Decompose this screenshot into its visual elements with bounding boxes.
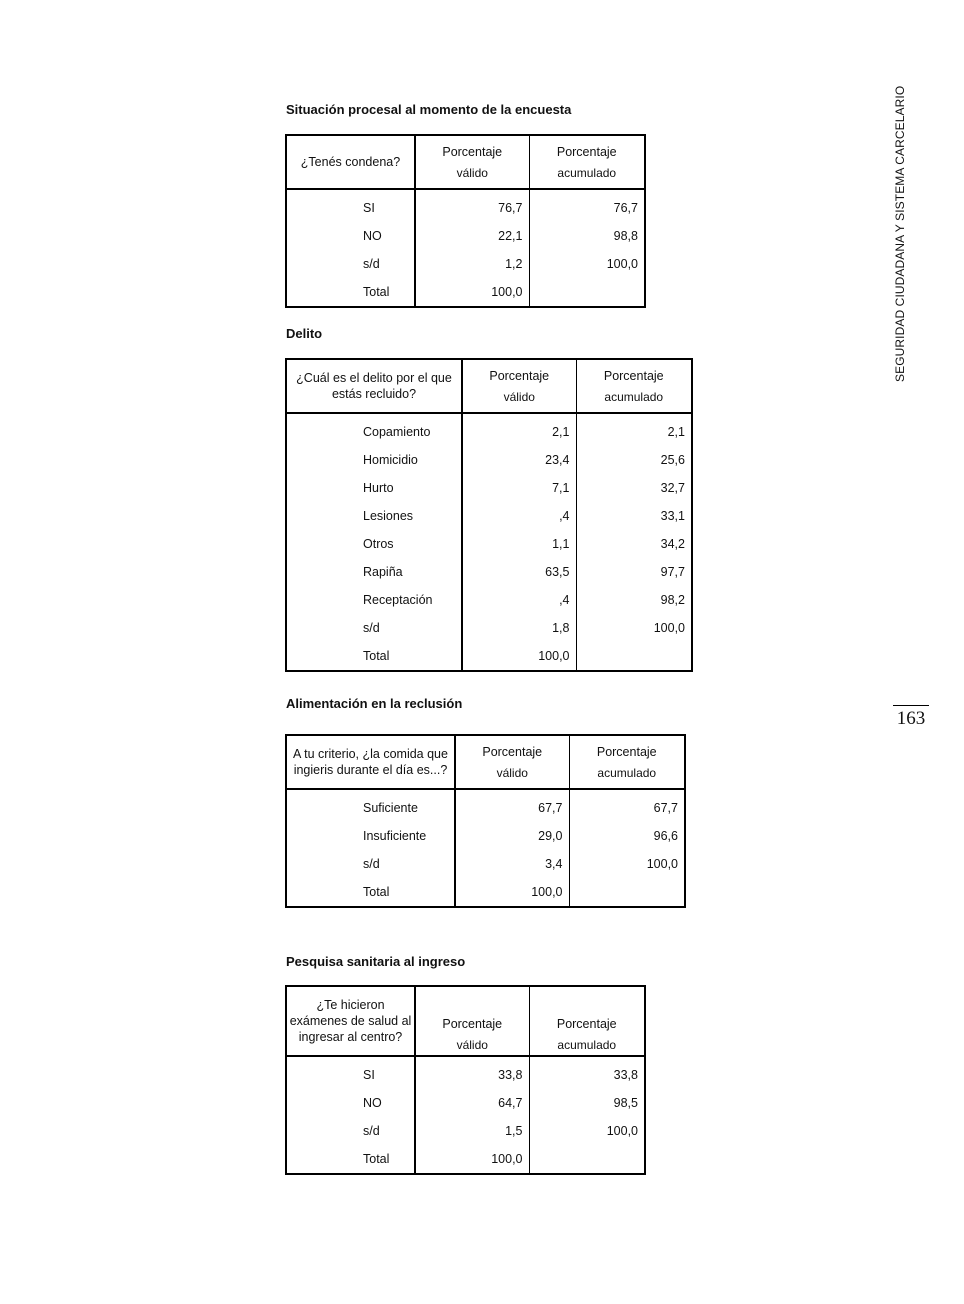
table-row <box>286 558 692 586</box>
row-valid: 100,0 <box>455 878 569 907</box>
row-valid: 33,8 <box>415 1056 529 1089</box>
row-label: NO <box>286 222 415 250</box>
row-valid: ,4 <box>462 586 576 614</box>
col-cum-header-line1: Porcentaje <box>596 745 657 759</box>
col-cum-header-line2: acumulado <box>597 766 657 780</box>
question-header: ¿Cuál es el delito por el que estás recluido? <box>286 359 462 413</box>
table-situacion-procesal <box>285 134 646 308</box>
row-label: Rapiña <box>286 558 462 586</box>
col-valid-header-line2: válido <box>496 766 528 780</box>
table-alimentacion <box>285 734 686 908</box>
row-cum <box>529 278 645 307</box>
table-row <box>286 474 692 502</box>
row-cum: 33,8 <box>529 1056 645 1089</box>
row-label: Hurto <box>286 474 462 502</box>
row-valid: 7,1 <box>462 474 576 502</box>
table-row <box>286 586 692 614</box>
row-valid: 100,0 <box>462 642 576 671</box>
row-cum: 67,7 <box>569 789 685 822</box>
table-row <box>286 822 685 850</box>
row-label: SI <box>286 189 415 222</box>
col-valid-header-line1: Porcentaje <box>442 1017 503 1031</box>
table-title-situacion-procesal: Situación procesal al momento de la encuesta <box>286 102 572 117</box>
row-valid: 1,1 <box>462 530 576 558</box>
row-cum: 100,0 <box>529 250 645 278</box>
row-cum: 25,6 <box>576 446 692 474</box>
row-label: s/d <box>286 850 455 878</box>
table-row <box>286 530 692 558</box>
col-cum-header <box>529 986 645 1056</box>
col-valid-header <box>455 735 569 789</box>
col-valid-header-line2: válido <box>503 390 535 404</box>
table-row <box>286 1089 645 1117</box>
question-header: ¿Tenés condena? <box>286 135 415 189</box>
col-cum-header <box>529 135 645 189</box>
row-cum: 76,7 <box>529 189 645 222</box>
row-valid: 3,4 <box>455 850 569 878</box>
row-cum: 96,6 <box>569 822 685 850</box>
col-cum-header <box>576 359 692 413</box>
row-valid: 1,8 <box>462 614 576 642</box>
row-cum <box>529 1145 645 1174</box>
table-row <box>286 789 685 822</box>
row-valid: 2,1 <box>462 413 576 446</box>
row-valid: 23,4 <box>462 446 576 474</box>
row-label: Total <box>286 642 462 671</box>
row-cum: 2,1 <box>576 413 692 446</box>
table-title-delito: Delito <box>286 326 323 341</box>
col-valid-header <box>415 135 529 189</box>
row-label: Copamiento <box>286 413 462 446</box>
col-valid-header-line1: Porcentaje <box>482 745 543 759</box>
row-label: Homicidio <box>286 446 462 474</box>
table-row <box>286 1056 645 1089</box>
table-row <box>286 614 692 642</box>
row-cum: 34,2 <box>576 530 692 558</box>
question-header: ¿Te hicieron exámenes de salud al ingresar al centro? <box>286 986 415 1056</box>
row-valid: 100,0 <box>415 1145 529 1174</box>
table-title-pesquisa-sanitaria: Pesquisa sanitaria al ingreso <box>286 954 466 969</box>
row-cum: 33,1 <box>576 502 692 530</box>
table-row <box>286 189 645 222</box>
question-header: A tu criterio, ¿la comida que ingieris durante el día es...? <box>286 735 455 789</box>
col-valid-header-line1: Porcentaje <box>489 369 550 383</box>
table-pesquisa-sanitaria <box>285 985 646 1175</box>
col-cum-header <box>569 735 685 789</box>
row-valid: 76,7 <box>415 189 529 222</box>
table-row <box>286 642 692 671</box>
row-valid: 1,2 <box>415 250 529 278</box>
row-label: Total <box>286 278 415 307</box>
table-delito <box>285 358 693 672</box>
row-label: s/d <box>286 1117 415 1145</box>
table-title-alimentacion: Alimentación en la reclusión <box>286 696 463 711</box>
row-cum: 98,8 <box>529 222 645 250</box>
row-label: Suficiente <box>286 789 455 822</box>
col-cum-header-line1: Porcentaje <box>556 1017 617 1031</box>
row-cum: 98,2 <box>576 586 692 614</box>
row-label: Total <box>286 1145 415 1174</box>
row-valid: 29,0 <box>455 822 569 850</box>
col-cum-header-line1: Porcentaje <box>603 369 664 383</box>
row-valid: 64,7 <box>415 1089 529 1117</box>
table-row <box>286 850 685 878</box>
col-valid-header <box>415 986 529 1056</box>
row-label: s/d <box>286 614 462 642</box>
table-row <box>286 1117 645 1145</box>
row-label: Lesiones <box>286 502 462 530</box>
table-row <box>286 278 645 307</box>
col-cum-header-line2: acumulado <box>604 390 664 404</box>
page-number: 163 <box>893 705 929 730</box>
col-valid-header-line1: Porcentaje <box>442 145 503 159</box>
row-valid: 1,5 <box>415 1117 529 1145</box>
col-valid-header-line2: válido <box>456 166 488 180</box>
row-cum <box>569 878 685 907</box>
table-row <box>286 222 645 250</box>
table-row <box>286 1145 645 1174</box>
col-cum-header-line1: Porcentaje <box>556 145 617 159</box>
running-header: SEGURIDAD CIUDADANA Y SISTEMA CARCELARIO <box>893 85 907 382</box>
table-row <box>286 446 692 474</box>
row-valid: 100,0 <box>415 278 529 307</box>
col-cum-header-line2: acumulado <box>557 1038 617 1052</box>
row-label: SI <box>286 1056 415 1089</box>
col-cum-header-line2: acumulado <box>557 166 617 180</box>
row-valid: 67,7 <box>455 789 569 822</box>
row-cum: 97,7 <box>576 558 692 586</box>
table-row <box>286 502 692 530</box>
row-valid: 63,5 <box>462 558 576 586</box>
row-cum: 100,0 <box>569 850 685 878</box>
row-label: Insuficiente <box>286 822 455 850</box>
row-cum: 100,0 <box>576 614 692 642</box>
table-row <box>286 878 685 907</box>
row-label: s/d <box>286 250 415 278</box>
table-row <box>286 250 645 278</box>
row-label: Total <box>286 878 455 907</box>
col-valid-header-line2: válido <box>456 1038 488 1052</box>
row-cum: 98,5 <box>529 1089 645 1117</box>
row-valid: ,4 <box>462 502 576 530</box>
row-label: NO <box>286 1089 415 1117</box>
row-label: Otros <box>286 530 462 558</box>
row-cum <box>576 642 692 671</box>
row-label: Receptación <box>286 586 462 614</box>
row-cum: 100,0 <box>529 1117 645 1145</box>
row-cum: 32,7 <box>576 474 692 502</box>
table-row <box>286 413 692 446</box>
col-valid-header <box>462 359 576 413</box>
row-valid: 22,1 <box>415 222 529 250</box>
